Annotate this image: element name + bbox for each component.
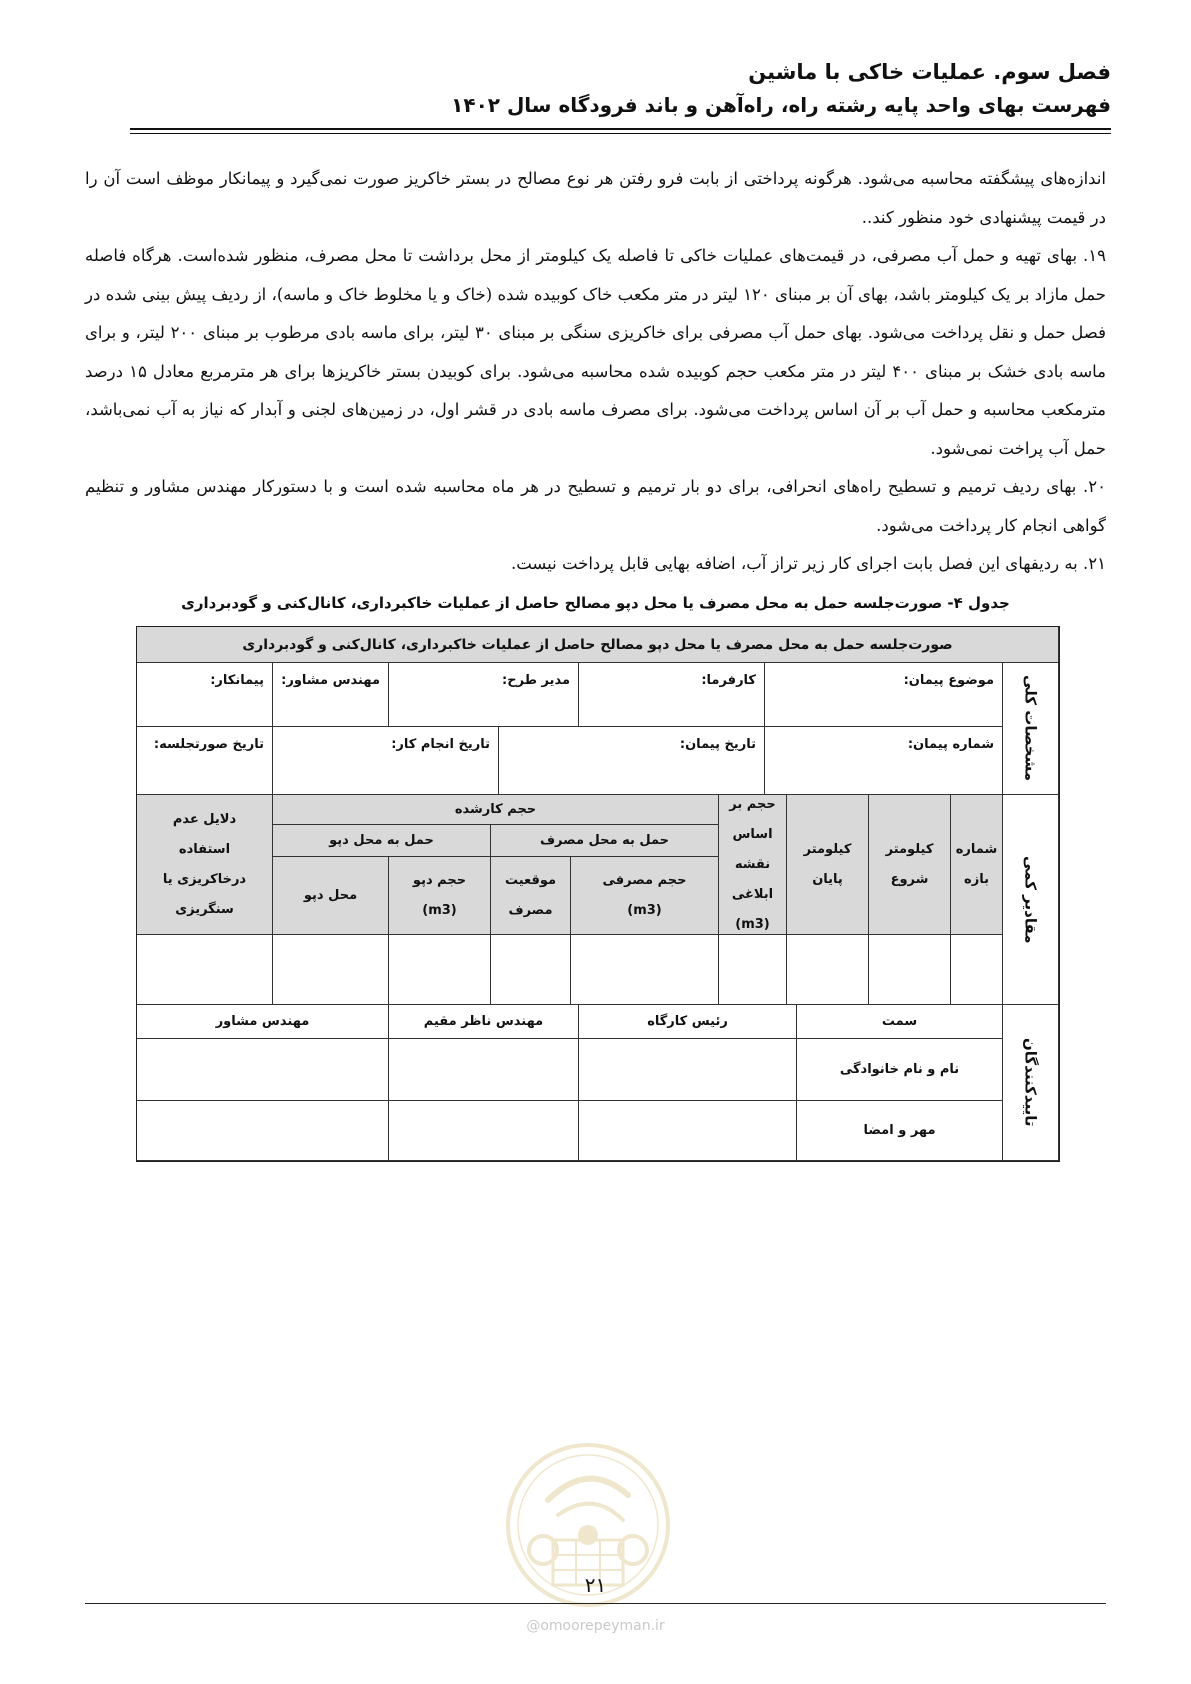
data-cell[interactable] [719, 935, 787, 1005]
consulting-engineer-signature-cell[interactable] [137, 1101, 389, 1161]
consulting-engineer-header: مهندس مشاور [137, 1005, 389, 1039]
position-header: سمت [797, 1005, 1003, 1039]
contractor-field: پیمانکار: [137, 663, 273, 727]
depot-volume-header [389, 857, 491, 935]
data-cell[interactable] [137, 935, 273, 1005]
data-cell[interactable] [787, 935, 869, 1005]
start-km-header: کیلومتر شروع [869, 795, 951, 935]
table-caption: جدول ۴- صورت‌جلسه حمل به محل مصرف یا محل دپو مصالح حاصل از عملیات خاکبرداری، کانال‌کنی و گودبرداری [181, 594, 1010, 612]
full-name-label: نام و نام خانوادگی [797, 1039, 1003, 1101]
employer-field: کارفرما: [579, 663, 765, 727]
data-cell[interactable] [491, 935, 571, 1005]
resident-engineer-header: مهندس ناظر مقیم [389, 1005, 579, 1039]
contract-number-field: شماره پیمان: [765, 727, 1003, 795]
chapter-title: فصل سوم. عملیات خاکی با ماشین [748, 60, 1111, 84]
list-title: فهرست بهای واحد پایه رشته راه، راه‌آهن و باند فرودگاه سال ۱۴۰۲ [451, 93, 1111, 117]
page-number: ۲۱ [584, 1573, 607, 1597]
page-header [130, 55, 1111, 121]
planned-volume-label: حجم بر اساس نقشه ابلاغی [729, 796, 776, 902]
minutes-date-field: تاریخ صورتجلسه: [137, 727, 273, 795]
site-head-header: رئیس کارگاه [579, 1005, 797, 1039]
paragraph: ۲۰. بهای ردیف ترمیم و تسطیح راه‌های انحرافی، برای دو بار ترمیم و تسطیح در هر ماه محاسبه شده است و با دستورکار مهندس مشاور و تنظیم گواهی انجام کار پرداخت می‌شود. [85, 477, 1106, 535]
data-cell[interactable] [571, 935, 719, 1005]
depot-location-header: محل دپو [273, 857, 389, 935]
work-date-field: تاریخ انجام کار: [273, 727, 499, 795]
haul-to-use-site-header: حمل به محل مصرف [491, 825, 719, 857]
site-head-signature-cell[interactable] [579, 1101, 797, 1161]
used-volume-header [571, 857, 719, 935]
end-km-header: کیلومتر پایان [787, 795, 869, 935]
data-cell[interactable] [273, 935, 389, 1005]
paragraph: ۲۱. به ردیفهای این فصل بابت اجرای کار زیر تراز آب، اضافه بهایی قابل پرداخت نیست. [510, 554, 1106, 573]
contract-date-field: تاریخ پیمان: [499, 727, 765, 795]
contract-subject-field: موضوع پیمان: [765, 663, 1003, 727]
data-cell[interactable] [389, 935, 491, 1005]
header-rule-thick [130, 128, 1111, 130]
paragraph: ۱۹. بهای تهیه و حمل آب مصرفی، در قیمت‌های عملیات خاکی تا فاصله یک کیلومتر از محل برداشت تا محل مصرف، منظور شده‌است. هرگاه فاصله حمل مازاد بر یک کیلومتر باشد، بهای آن بر مبنای ۱۲۰ لیتر در متر مکعب خاک کوبیده شده (خاک و یا مخلوط خاک و ماسه)، از ردیف پیش بینی شده در فصل حمل و نقل پرداخت می‌شود. بهای حمل آب مصرفی برای خاکریزی سنگی بر مبنای ۳۰ لیتر، برای ماسه بادی مرطوب بر مبنای ۲۰۰ لیتر، و برای ماسه بادی خشک بر مبنای ۴۰۰ لیتر در متر مکعب حجم کوبیده شده محاسبه می‌شود. برای کوبیدن بستر خاکریزها برای هر مترمربع معادل ۱۵ درصد مترمکعب محاسبه و حمل آب بر آن اساس پرداخت می‌شود. برای مصرف ماسه بادی در قشر اول، در زمین‌های لجنی و آبدار که نیاز به آب نمی‌باشد، حمل آب پراخت نمی‌شود. [85, 246, 1107, 458]
used-volume-unit: (m3) [627, 902, 662, 918]
footer-rule [85, 1603, 1106, 1604]
resident-engineer-name-cell[interactable] [389, 1039, 579, 1101]
segment-number-header: شماره بازه [951, 795, 1003, 935]
planned-volume-header [719, 795, 787, 935]
watermark-site: @omoorepeyman.ir [526, 1618, 665, 1634]
data-cell[interactable] [951, 935, 1003, 1005]
data-cell[interactable] [869, 935, 951, 1005]
volume-worked-header: حجم کارشده [273, 795, 719, 825]
general-section-label: مشخصات کلی [1003, 663, 1059, 795]
depot-volume-unit: (m3) [422, 902, 457, 918]
header-rule-thin [130, 133, 1111, 134]
not-used-reason-header: دلایل عدم استفاده درخاکریزی یا سنگریزی [137, 795, 273, 935]
depot-volume-label: حجم دپو [412, 872, 467, 888]
haul-to-depot-header: حمل به محل دپو [273, 825, 491, 857]
haul-minutes-form [136, 626, 1060, 1162]
body-text [85, 160, 1106, 584]
signers-section-label: تاییدکنندگان [1003, 1005, 1059, 1161]
use-location-header: موقعیت مصرف [491, 857, 571, 935]
paragraph: اندازه‌های پیشگفته محاسبه می‌شود. هرگونه پرداختی از بابت فرو رفتن هر نوع مصالح در بستر خاکریز صورت نمی‌گیرد و پیمانکار موظف است آن را در قیمت پیشنهادی خود منظور کند.. [85, 169, 1106, 227]
consultant-field: مهندس مشاور: [273, 663, 389, 727]
site-head-name-cell[interactable] [579, 1039, 797, 1101]
form-title: صورت‌جلسه حمل به محل مصرف یا محل دپو مصالح حاصل از عملیات خاکبرداری، کانال‌کنی و گودبرداری [137, 627, 1059, 663]
quantities-section-label: مقادیر کمی [1003, 795, 1059, 1005]
planned-volume-unit: (m3) [735, 916, 770, 932]
seal-signature-label: مهر و امضا [797, 1101, 1003, 1161]
resident-engineer-signature-cell[interactable] [389, 1101, 579, 1161]
project-manager-field: مدیر طرح: [389, 663, 579, 727]
used-volume-label: حجم مصرفی [602, 872, 687, 888]
consulting-engineer-name-cell[interactable] [137, 1039, 389, 1101]
